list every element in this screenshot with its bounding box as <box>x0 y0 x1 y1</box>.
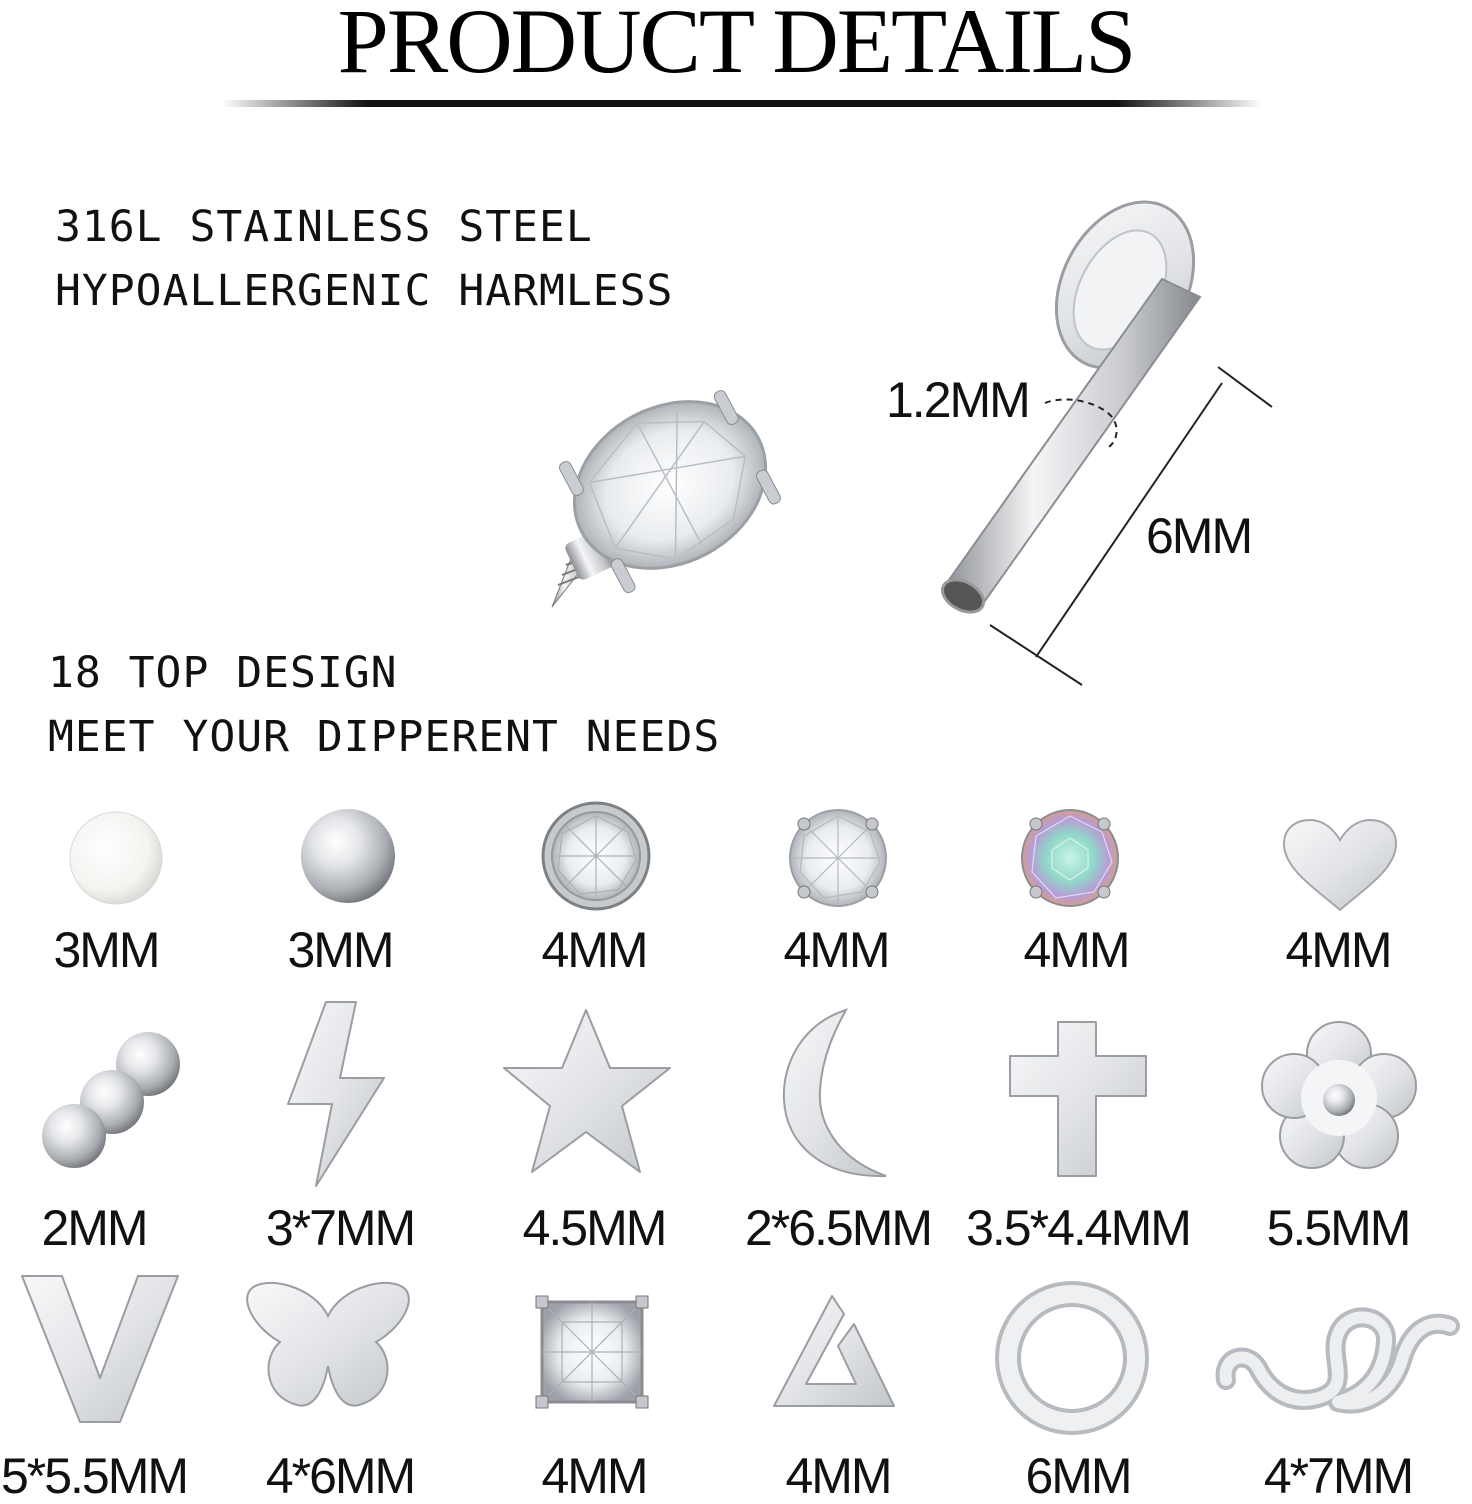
size-label-2: 3MM <box>287 922 393 978</box>
title-underline <box>222 100 1262 107</box>
size-label-10: 2*6.5MM <box>744 1200 932 1256</box>
flower-icon <box>1262 1020 1416 1170</box>
bezel-crystal-icon <box>540 800 652 912</box>
three-balls-icon <box>34 1030 194 1170</box>
cross-icon <box>1008 1020 1148 1180</box>
design-line-2: MEET YOUR DIPPERENT NEEDS <box>48 712 721 762</box>
size-label-9: 4.5MM <box>522 1200 666 1256</box>
size-label-5: 4MM <box>1023 922 1129 978</box>
size-label-14: 4*6MM <box>265 1448 415 1504</box>
ring-icon <box>994 1280 1150 1436</box>
material-line-1: 316L STAINLESS STEEL <box>55 202 593 252</box>
size-label-6: 4MM <box>1285 922 1391 978</box>
size-label-17: 6MM <box>1025 1448 1131 1504</box>
pearl-ball-icon <box>66 808 166 908</box>
labret-post-image <box>900 195 1300 695</box>
size-label-8: 3*7MM <box>265 1200 415 1256</box>
size-label-1: 3MM <box>53 922 159 978</box>
design-line-1: 18 TOP DESIGN <box>48 648 398 698</box>
crystal-top-image <box>530 385 790 625</box>
butterfly-icon <box>244 1276 412 1426</box>
letter-v-icon <box>20 1274 180 1424</box>
snake-icon <box>1218 1298 1458 1414</box>
star-icon <box>500 1006 676 1182</box>
square-crystal-icon <box>536 1296 648 1408</box>
page-title: PRODUCT DETAILS <box>337 0 1135 92</box>
crescent-moon-icon <box>780 1006 900 1182</box>
size-label-12: 5.5MM <box>1266 1200 1410 1256</box>
size-label-16: 4MM <box>785 1448 891 1504</box>
gauge-label: 1.2MM <box>886 372 1029 428</box>
size-label-7: 2MM <box>41 1200 147 1256</box>
length-label: 6MM <box>1146 508 1252 564</box>
material-line-2: HYPOALLERGENIC HARMLESS <box>55 266 674 316</box>
size-label-4: 4MM <box>783 922 889 978</box>
steel-ball-icon <box>298 806 398 906</box>
heart-icon <box>1280 818 1400 914</box>
prong-crystal-icon <box>786 806 890 910</box>
triangle-icon <box>772 1294 898 1412</box>
size-label-13: 5*5.5MM <box>0 1448 188 1504</box>
size-label-3: 4MM <box>541 922 647 978</box>
lightning-bolt-icon <box>282 1000 392 1190</box>
size-label-18: 4*7MM <box>1263 1448 1413 1504</box>
size-label-15: 4MM <box>541 1448 647 1504</box>
size-label-11: 3.5*4.4MM <box>966 1200 1190 1256</box>
aurora-crystal-icon <box>1018 806 1122 910</box>
